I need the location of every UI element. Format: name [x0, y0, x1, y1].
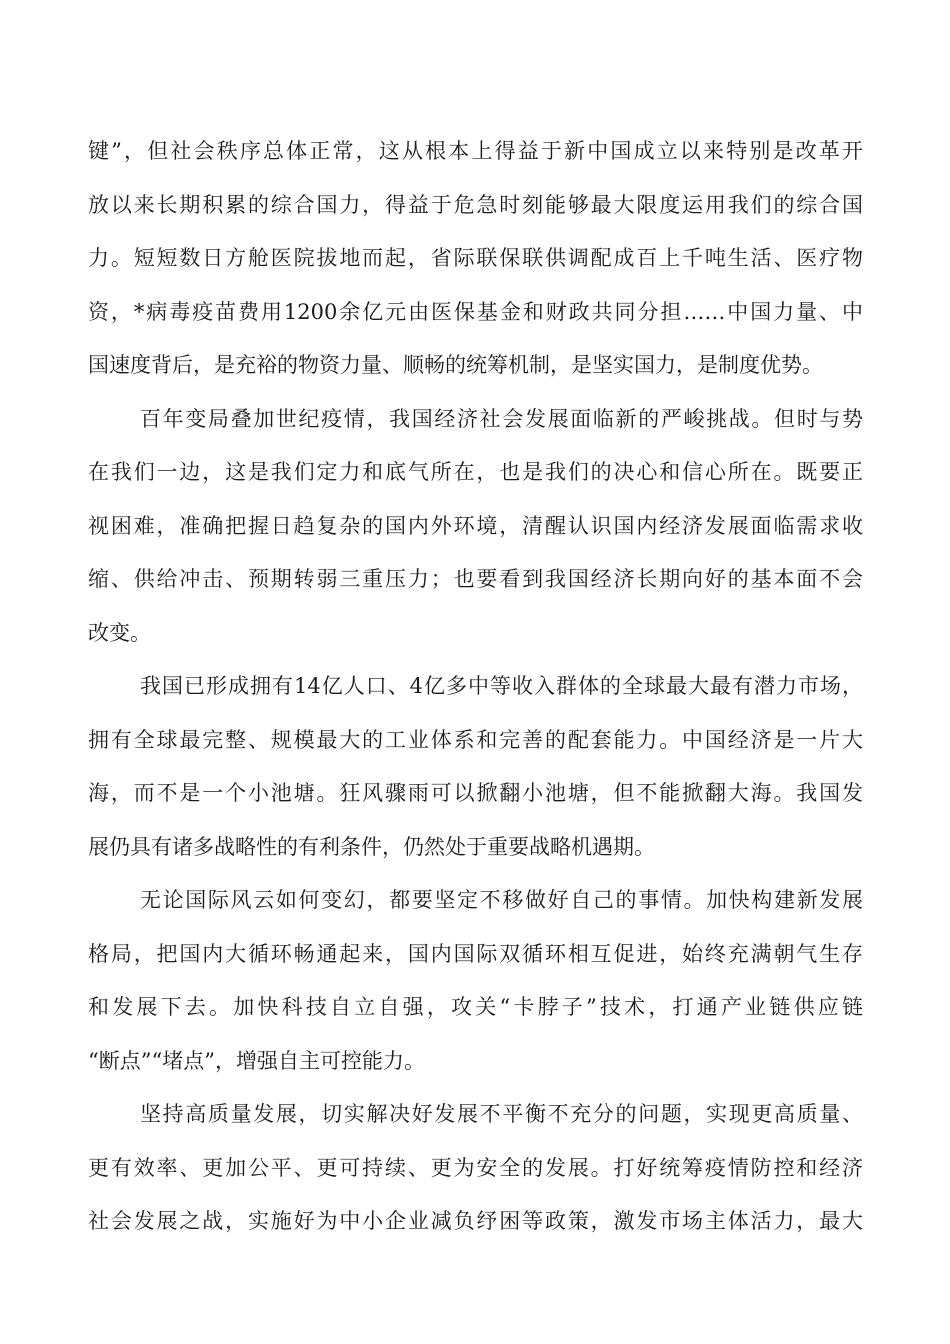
text-line: 和发展下去。加快科技自立自强，攻关“卡脖子”技术，打通产业链供应链: [88, 995, 863, 1019]
paragraph-2: [88, 393, 863, 661]
text-line: 改变。: [88, 620, 151, 645]
paragraph-5: [88, 1088, 863, 1249]
text-line: “断点”“堵点”，增强自主可控能力。: [88, 1048, 425, 1073]
text-line: 国速度背后，是充裕的物资力量、顺畅的统筹机制，是坚实国力，是制度优势。: [88, 353, 823, 377]
text-line: 展仍具有诸多战略性的有利条件，仍然处于重要战略机遇期。: [88, 834, 655, 859]
text-line: 拥有全球最完整、规模最大的工业体系和完善的配套能力。中国经济是一片大: [88, 727, 863, 752]
text-line: 无论国际风云如何变幻，都要坚定不移做好自己的事情。加快构建新发展: [140, 888, 863, 912]
text-line: 社会发展之战，实施好为中小企业减负纾困等政策，激发市场主体活力，最大: [88, 1209, 863, 1233]
text-line: 更有效率、更加公平、更可持续、更为安全的发展。打好统筹疫情防控和经济: [88, 1155, 863, 1180]
text-line: 键”，但社会秩序总体正常，这从根本上得益于新中国成立以来特别是改革开: [88, 139, 863, 163]
paragraph-3: [88, 660, 863, 874]
text-line: 我国已形成拥有14亿人口、4亿多中等收入群体的全球最大最有潜力市场，: [140, 674, 863, 698]
text-line: 力。短短数日方舱医院拔地而起，省际联保联供调配成百上千吨生活、医疗物: [88, 246, 863, 270]
document-body: [88, 125, 863, 1249]
text-line: 海，而不是一个小池塘。狂风骤雨可以掀翻小池塘，但不能掀翻大海。我国发: [88, 781, 863, 805]
text-line: 格局，把国内大循环畅通起来，国内国际双循环相互促进，始终充满朝气生存: [88, 941, 863, 966]
paragraph-4: [88, 874, 863, 1088]
paragraph-1: [88, 125, 863, 393]
text-line: 坚持高质量发展，切实解决好发展不平衡不充分的问题，实现更高质量、: [140, 1102, 863, 1126]
text-line: 百年变局叠加世纪疫情，我国经济社会发展面临新的严峻挑战。但时与势: [140, 406, 863, 431]
text-line: 视困难，准确把握日趋复杂的国内外环境，清醒认识国内经济发展面临需求收: [88, 513, 863, 538]
text-line: 放以来长期积累的综合国力，得益于危急时刻能够最大限度运用我们的综合国: [88, 192, 863, 217]
text-line: 资，*病毒疫苗费用1200余亿元由医保基金和财政共同分担……中国力量、中: [88, 299, 863, 324]
text-line: 在我们一边，这是我们定力和底气所在，也是我们的决心和信心所在。既要正: [88, 460, 863, 484]
text-line: 缩、供给冲击、预期转弱三重压力；也要看到我国经济长期向好的基本面不会: [88, 567, 863, 591]
